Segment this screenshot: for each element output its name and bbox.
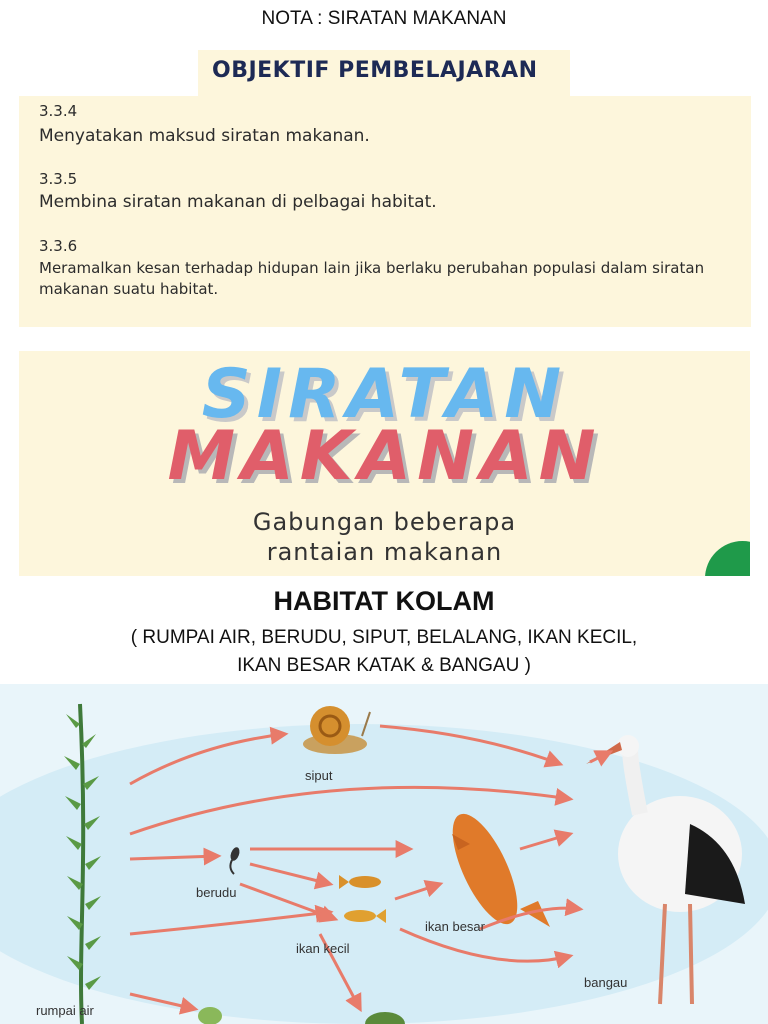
page-title: NOTA : SIRATAN MAKANAN [261, 8, 507, 29]
banner-word-siratan: SIRATAN [201, 355, 568, 434]
habitat-title: HABITAT KOLAM [273, 586, 495, 616]
pond-food-web-diagram [0, 684, 768, 1024]
banner-subtitle-line: Gabungan beberapa [252, 508, 517, 536]
label-ikan-kecil: ikan kecil [296, 941, 350, 956]
objective-text: Meramalkan kesan terhadap hidupan lain jika berlaku perubahan populasi dalam siratan makanan suatu habitat. [39, 259, 705, 298]
objective-text: Menyatakan maksud siratan makanan. [39, 126, 370, 146]
label-rumpai-air: rumpai air [36, 1003, 94, 1018]
objective-code: 3.3.4 [39, 102, 78, 120]
objectives-header-label: OBJEKTIF PEMBELAJARAN [212, 58, 538, 83]
banner-subtitle-line: rantaian makanan [266, 538, 503, 566]
objective-text: Membina siratan makanan di pelbagai habitat. [39, 192, 437, 212]
objective-code: 3.3.6 [39, 237, 78, 255]
habitat-subtitle-line: ( RUMPAI AIR, BERUDU, SIPUT, BELALANG, IKAN KECIL, [130, 627, 638, 648]
habitat-subtitle-line: IKAN BESAR KATAK & BANGAU ) [237, 655, 531, 676]
siratan-makanan-banner [19, 351, 750, 576]
habitat-subtitle [0, 624, 768, 680]
food-web-illustration [0, 684, 768, 1024]
label-ikan-besar: ikan besar [425, 919, 485, 934]
label-bangau: bangau [584, 975, 628, 990]
label-berudu: berudu [196, 885, 237, 900]
banner-subtitle [19, 507, 750, 567]
objective-code: 3.3.5 [39, 170, 78, 188]
banner-word-makanan: MAKANAN [167, 417, 602, 496]
objectives-panel [19, 96, 751, 327]
label-siput: siput [305, 768, 333, 783]
objectives-header [198, 50, 570, 98]
